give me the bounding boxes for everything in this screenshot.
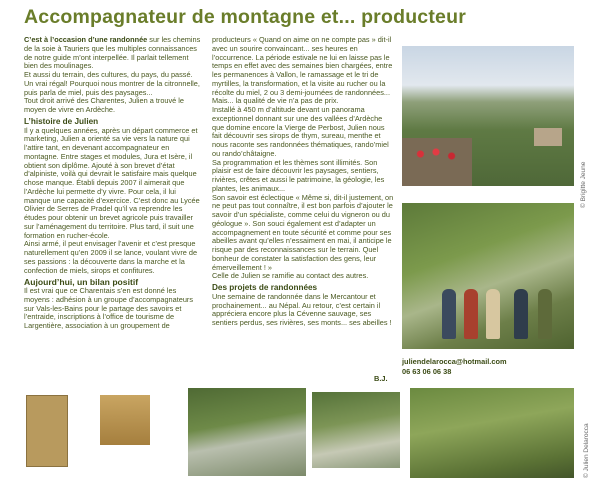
paragraph: Il y a quelques années, après un départ commerce et marketing, Julien a orienté sa vie vers la nature qui l’attire tant, en devenant accompagnateur en montagne. Entre stages et modules, Jura et Isère, il obtient son diplôme. Ajouté à son brevet d’état d’alpiniste, voilà qui devrait le satisfaire mais quelque chose manque. Établi depuis 2007 il aimerait que l’Ardèche lui permette d’y vivre. Pour cela, il lui manque une capacité d’exercice. C’est donc au Lycée Olivier de Serres de Pradel qu’il va reprendre les études pour obtenir un brevet agricole puis travailler sur l’aménagement du territoire. Plus tard, il suit une formation en rucher-école. <box>24 125 200 240</box>
landscape-photo <box>402 46 574 186</box>
group-photo-forest <box>410 388 574 478</box>
group-photo-river <box>188 388 306 476</box>
paragraph: producteurs « Quand on aime on ne compte pas » dit-il avec un sourire convaincant... ses heures en l’occurrence. La période estivale ne lui en laisse pas le temps en effet avec des semaines bien chargées, entre les permanences à Vallon, le ramassage et le tri de myrtilles, la transformation, et la visite au rucher ou la récolte du miel, 2 ou 3 demi-journées de randonnées... Mais... la qualité de vie n’a pas de prix. <box>212 35 393 106</box>
intro-paragraph <box>24 36 204 71</box>
phone-number: 06 63 06 06 38 <box>402 367 452 376</box>
paragraph: Celle de Julien se ramifie au contact des autres. <box>212 271 369 281</box>
section-heading-aujourdhui: Aujourd’hui, un bilan positif <box>24 277 139 288</box>
contact-block <box>402 357 507 377</box>
intro-lead: C’est à l’occasion d’une randonnée <box>24 35 148 44</box>
group-photo-trail <box>312 392 400 468</box>
flowers-shape <box>410 144 462 164</box>
paragraph: Installé à 450 m d’altitude devant un panorama exceptionnel donnant sur une des vallées d’Ardèche que domine encore la Vierge de Perbost, Julien nous fait découvrir ses sirops de thym, sureau, menthe et nous raconte ses randonnées thématiques, rando’miel ou rando’châtaigne. <box>212 105 389 158</box>
page-title: Accompagnateur de montagne et... producteur <box>24 6 466 28</box>
column-middle <box>212 36 394 328</box>
hiker-figure <box>514 289 528 339</box>
author-signature: B.J. <box>374 374 388 383</box>
paragraph: Ainsi armé, il peut envisager l’avenir et c’est presque naturellement qu’en 2009 il se lance, voulant vivre de ses passions : la découverte dans la marche et la confection de miels, sirops et confitures. <box>24 239 198 275</box>
hiker-figure <box>442 289 456 339</box>
column-left <box>24 36 204 331</box>
paragraph: Une semaine de randonnée dans le Mercantour et prochainement... au Népal. Au retour, c’est certain il appréciera encore plus la Cévenne sauvage, ses sentiers perdus, ses rivières, ses monts... ses abeilles ! <box>212 291 392 327</box>
paragraph: Son savoir est éclectique « Même si, dit-il justement, on ne peut pas tout connaître, il est bon parfois d’ajouter le savoir d’un spécialiste, comme celui du vigneron ou du géologue ». Son souci également est d’adapter un accompagnement en toute sécurité et comme pour ses abeilles avant qu’elles n’essaiment en mai, il anticipe le risque par des reconnaissances sur le terrain. Quel bonheur de constater la satisfaction des gens, leur émerveillement ! » <box>212 192 394 272</box>
paragraph: Il est vrai que ce Charentais s’en est donné les moyens : adhésion à un groupe d’accompagnateurs sur Vals-les-Bains pour le partage des savoirs et l’entraide, inscriptions à l’office de tourisme de Largentière, association à un groupement de <box>24 286 194 330</box>
hiker-figure <box>486 289 500 339</box>
intro-text: sur les chemins de la soie à Tauriers que les multiples connaissances de notre guide m’ont interpellée. Il parlait tellement bien des moulinages. <box>24 35 201 71</box>
photo-credit: © Julien Delarocca <box>583 423 590 478</box>
section-heading-projets: Des projets de randonnées <box>212 283 318 292</box>
paragraph: Sa programmation et les thèmes sont illimités. Son plaisir est de faire découvrir les paysages, sentiers, rivières, crêtes et aussi le patrimoine, la géologie, les plantes, les animaux... <box>212 157 385 193</box>
photo-credit: © Brigitte Jeune <box>580 161 587 208</box>
beehive-photo <box>26 395 68 467</box>
house-shape <box>534 128 562 146</box>
honey-frame-photo <box>100 395 150 445</box>
email-address: juliendelarocca@hotmail.com <box>402 357 507 366</box>
hikers-photo <box>402 203 574 349</box>
paragraph: Et aussi du terrain, des cultures, du pays, du passé. Un vrai régal! Pourquoi nous montrer de la citronnelle, puis parla de miel, puis des paysages... <box>24 70 200 97</box>
hiker-figure <box>464 289 478 339</box>
hiker-figure <box>538 289 552 339</box>
paragraph: Tout droit arrivé des Charentes, Julien a trouvé le moyen de vivre en Ardèche. <box>24 96 185 114</box>
section-heading-histoire: L’histoire de Julien <box>24 116 99 126</box>
